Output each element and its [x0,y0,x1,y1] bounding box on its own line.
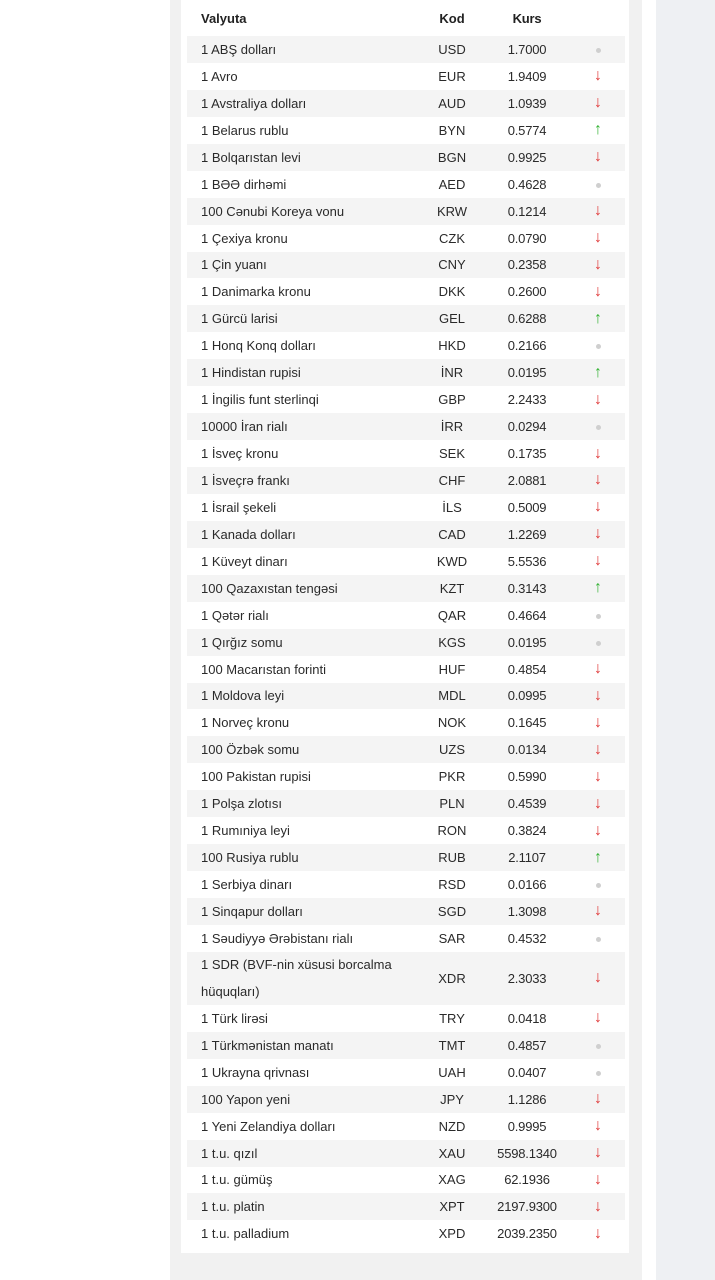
exchange-rate: 2.1107 [508,850,546,866]
arrow-down-icon: ↓ [594,969,602,987]
arrow-down-icon: ↓ [594,767,602,785]
currency-name: 1 Çin yuanı [201,257,267,273]
table-row [187,871,625,898]
trend-cell [571,1038,625,1053]
exchange-rate: 0.3824 [507,823,547,839]
table-row [187,1167,625,1194]
trend-cell [571,177,625,192]
exchange-rate: 2.3033 [507,970,547,986]
table-row [187,817,625,844]
header-rate: Kurs [512,10,542,26]
currency-name: 1 t.u. gümüş [201,1172,273,1188]
trend-cell [571,1118,625,1134]
currency-name: 1 Moldova leyi [201,688,285,704]
currency-name: 1 t.u. palladium [201,1226,290,1242]
currency-code: AUD [438,95,466,111]
currency-name: 1 Hindistan rupisi [201,365,301,381]
currency-code: RON [437,823,467,839]
trend-cell [571,122,625,138]
table-row [187,90,625,117]
currency-code: PKR [438,769,466,785]
table-row [187,952,625,1005]
table-row [187,198,625,225]
exchange-rate: 0.4539 [507,796,547,812]
currency-name: 1 Bolqarıstan levi [201,149,301,165]
table-row [187,1032,625,1059]
exchange-rate: 0.3143 [507,580,547,596]
trend-cell [571,1091,625,1107]
arrow-down-icon: ↓ [594,1009,602,1027]
arrow-down-icon: ↓ [594,552,602,570]
currency-name: 1 İsveç kronu [201,446,279,462]
trend-cell [571,1145,625,1161]
exchange-rate: 0.0166 [507,877,547,893]
bottom-margin [170,1253,642,1280]
currency-name: 1 İsrail şekeli [201,499,277,515]
dot-icon [596,937,601,942]
currency-name: 1 İsveçrə frankı [201,472,290,488]
exchange-rate: 0.1214 [507,203,547,219]
table-row [187,763,625,790]
exchange-rate: 0.5009 [507,499,547,515]
currency-code: PLN [439,796,465,812]
table-row [187,440,625,467]
arrow-down-icon: ↓ [594,67,602,85]
exchange-rate: 0.4664 [507,607,547,623]
currency-code: TRY [439,1010,465,1026]
trend-cell [571,742,625,758]
exchange-rate: 1.7000 [507,41,547,57]
currency-code: GEL [438,311,465,327]
arrow-down-icon: ↓ [594,740,602,758]
exchange-rate: 2.2433 [507,392,547,408]
arrow-down-icon: ↓ [594,660,602,678]
currency-code: BYN [438,122,466,138]
table-row [187,1086,625,1113]
arrow-up-icon: ↑ [594,309,602,327]
currency-name: 1 Danimarka kronu [201,284,311,300]
trend-cell [571,42,625,57]
exchange-rate: 0.6288 [507,311,547,327]
arrow-down-icon: ↓ [594,202,602,220]
trend-cell [571,95,625,111]
currency-code: İRR [440,419,464,435]
arrow-down-icon: ↓ [594,255,602,273]
trend-cell [571,392,625,408]
trend-cell [571,850,625,866]
currency-name: 1 İngilis funt sterlinqi [201,392,319,408]
currency-name: 1 Honq Konq dolları [201,338,316,354]
exchange-rate: 0.1735 [507,446,547,462]
exchange-rate: 0.2358 [507,257,547,273]
currency-code: KRW [436,203,468,219]
dot-icon [596,48,601,53]
table-row [187,1005,625,1032]
currency-name: 100 Qazaxıstan tengəsi [201,580,338,596]
trend-cell [571,931,625,946]
currency-name: 1 Avstraliya dolları [201,95,307,111]
table-row [187,494,625,521]
exchange-rate: 0.0195 [507,634,547,650]
currency-code: CZK [439,230,465,246]
currency-name: 100 Yapon yeni [201,1091,291,1107]
currency-code: XAU [438,1145,466,1161]
trend-cell [571,903,625,919]
currency-name: 1 Sinqapur dolları [201,903,303,919]
arrow-down-icon: ↓ [594,1170,602,1188]
currency-name: 100 Özbək somu [201,742,300,758]
table-row [187,709,625,736]
arrow-down-icon: ↓ [594,390,602,408]
arrow-down-icon: ↓ [594,471,602,489]
currency-name: 1 Gürcü larisi [201,311,278,327]
trend-cell [571,1172,625,1188]
table-row [187,844,625,871]
exchange-rate: 0.4857 [507,1037,547,1053]
currency-rates-table [187,0,625,1247]
exchange-rate: 0.0418 [507,1010,547,1026]
currency-name: 1 Rumıniya leyi [201,823,290,839]
table-row [187,144,625,171]
trend-cell [571,311,625,327]
currency-name: 1 t.u. qızıl [201,1145,258,1161]
currency-code: XAG [438,1172,466,1188]
table-row [187,359,625,386]
trend-cell [571,635,625,650]
table-row [187,683,625,710]
table-row [187,63,625,90]
currency-code: NOK [437,715,467,731]
trend-cell [571,769,625,785]
table-row [187,36,625,63]
trend-cell [571,149,625,165]
currency-code: AED [438,176,466,192]
table-body [187,36,625,1247]
currency-code: CAD [438,526,466,542]
currency-code: RUB [438,850,466,866]
dot-icon [596,183,601,188]
arrow-down-icon: ↓ [594,1224,602,1242]
currency-code: HKD [438,338,466,354]
arrow-down-icon: ↓ [594,525,602,543]
exchange-rate: 0.1645 [507,715,547,731]
currency-code: BGN [437,149,467,165]
dot-icon [596,425,601,430]
currency-name: 100 Pakistan rupisi [201,769,311,785]
currency-code: TMT [438,1037,466,1053]
currency-name: 1 Serbiya dinarı [201,877,293,893]
currency-code: NZD [438,1118,466,1134]
exchange-rate: 0.4854 [507,661,547,677]
table-row [187,467,625,494]
currency-name: 1 Türk lirəsi [201,1010,268,1026]
trend-cell [571,823,625,839]
exchange-rate: 1.9409 [507,68,547,84]
trend-cell [571,338,625,353]
currency-name: 100 Cənubi Koreya vonu [201,203,345,219]
trend-cell [571,472,625,488]
table-row [187,629,625,656]
trend-cell [571,715,625,731]
trend-cell [571,688,625,704]
table-row [187,736,625,763]
exchange-rate: 2039.2350 [497,1226,557,1242]
arrow-down-icon: ↓ [594,902,602,920]
table-row [187,332,625,359]
arrow-down-icon: ↓ [594,148,602,166]
arrow-down-icon: ↓ [594,1117,602,1135]
trend-cell [571,446,625,462]
currency-name: 1 ABŞ dolları [201,41,277,57]
currency-code: SGD [437,903,467,919]
arrow-down-icon: ↓ [594,444,602,462]
exchange-rate: 1.1286 [507,1091,547,1107]
dot-icon [596,614,601,619]
exchange-rate: 62.1936 [504,1172,550,1188]
currency-code: DKK [438,284,466,300]
header-code: Kod [439,10,465,26]
arrow-down-icon: ↓ [594,1144,602,1162]
currency-code: MDL [438,688,466,704]
arrow-down-icon: ↓ [594,94,602,112]
exchange-rate: 0.5774 [507,122,547,138]
exchange-rate: 0.0134 [507,742,547,758]
arrow-up-icon: ↑ [594,848,602,866]
trend-cell [571,877,625,892]
trend-cell [571,661,625,677]
currency-name: 1 Qırğız somu [201,634,283,650]
table-row [187,521,625,548]
exchange-rate: 0.0407 [507,1064,547,1080]
table-row [187,1113,625,1140]
trend-cell [571,419,625,434]
table-row [187,575,625,602]
currency-code: İLS [442,499,462,515]
currency-name: 1 Polşa zlotısı [201,796,282,812]
table-row [187,602,625,629]
trend-cell [571,526,625,542]
currency-name: 1 Kanada dolları [201,526,296,542]
currency-name: 100 Rusiya rublu [201,850,299,866]
exchange-rate: 2197.9300 [497,1199,557,1215]
currency-code: HUF [438,661,466,677]
currency-code: RSD [438,877,466,893]
trend-cell [571,499,625,515]
currency-name: 1 Belarus rublu [201,122,289,138]
exchange-rate: 5598.1340 [497,1145,557,1161]
exchange-rate: 0.4532 [507,930,547,946]
table-row [187,305,625,332]
currency-name: 100 Macarıstan forinti [201,661,327,677]
currency-name: 1 BƏƏ dirhəmi [201,176,287,192]
exchange-rate: 1.0939 [507,95,547,111]
table-row [187,898,625,925]
right-margin [656,0,715,1280]
table-row [187,1140,625,1167]
currency-code: CNY [438,257,466,273]
currency-name: 1 Küveyt dinarı [201,553,288,569]
table-row [187,1193,625,1220]
trend-cell [571,68,625,84]
exchange-rate: 0.9925 [507,149,547,165]
dot-icon [596,1044,601,1049]
table-row [187,413,625,440]
arrow-up-icon: ↑ [594,363,602,381]
arrow-down-icon: ↓ [594,282,602,300]
currency-name: 1 Qətər rialı [201,607,269,623]
trend-cell [571,257,625,273]
currency-name: 1 Avro [201,68,238,84]
currency-name: 1 Çexiya kronu [201,230,288,246]
exchange-rate: 5.5536 [507,553,547,569]
trend-cell [571,970,625,986]
exchange-rate: 0.4628 [507,176,547,192]
arrow-down-icon: ↓ [594,821,602,839]
exchange-rate: 0.9995 [507,1118,547,1134]
currency-code: KZT [439,580,465,596]
dot-icon [596,641,601,646]
arrow-down-icon: ↓ [594,686,602,704]
exchange-rate: 0.0790 [507,230,547,246]
trend-cell [571,230,625,246]
currency-name: 1 Ukrayna qrivnası [201,1064,310,1080]
currency-code: SAR [438,930,466,946]
arrow-up-icon: ↑ [594,579,602,597]
exchange-rate: 1.3098 [507,903,547,919]
currency-name: 1 Yeni Zelandiya dolları [201,1118,336,1134]
currency-code: UAH [438,1064,466,1080]
table-row [187,386,625,413]
left-margin [0,0,170,1280]
dot-icon [596,344,601,349]
trend-cell [571,553,625,569]
arrow-down-icon: ↓ [594,229,602,247]
exchange-rate: 0.0195 [507,365,547,381]
table-row [187,278,625,305]
arrow-down-icon: ↓ [594,1090,602,1108]
table-row [187,117,625,144]
trend-cell [571,608,625,623]
trend-cell [571,1199,625,1215]
exchange-rate: 0.0294 [507,419,547,435]
table-row [187,252,625,279]
dot-icon [596,883,601,888]
trend-cell [571,203,625,219]
currency-name: 10000 İran rialı [201,419,288,435]
currency-name: 1 Səudiyyə Ərəbistanı rialı [201,930,354,946]
table-row [187,225,625,252]
exchange-rate: 0.2166 [507,338,547,354]
currency-code: QAR [437,607,467,623]
exchange-rate: 1.2269 [507,526,547,542]
currency-code: UZS [439,742,465,758]
currency-code: XPT [439,1199,465,1215]
currency-code: EUR [438,68,466,84]
arrow-down-icon: ↓ [594,713,602,731]
trend-cell [571,365,625,381]
trend-cell [571,796,625,812]
header-currency: Valyuta [201,10,247,26]
table-row [187,548,625,575]
table-header [187,0,625,36]
table-row [187,656,625,683]
currency-code: USD [438,41,466,57]
currency-code: GBP [438,392,466,408]
table-row [187,171,625,198]
arrow-up-icon: ↑ [594,121,602,139]
currency-name: 1 Türkmənistan manatı [201,1037,334,1053]
arrow-down-icon: ↓ [594,794,602,812]
currency-code: XDR [438,970,466,986]
exchange-rate: 0.0995 [507,688,547,704]
trend-cell [571,1226,625,1242]
currency-code: CHF [438,472,466,488]
trend-cell [571,1010,625,1026]
currency-code: İNR [440,365,464,381]
table-row [187,1220,625,1247]
table-row [187,790,625,817]
trend-cell [571,1065,625,1080]
currency-code: KGS [438,634,466,650]
dot-icon [596,1071,601,1076]
arrow-down-icon: ↓ [594,498,602,516]
currency-name: 1 t.u. platin [201,1199,265,1215]
table-row [187,1059,625,1086]
currency-name: 1 Norveç kronu [201,715,290,731]
table-row [187,925,625,952]
currency-code: SEK [438,446,465,462]
exchange-rate: 0.2600 [507,284,547,300]
exchange-rate: 0.5990 [507,769,547,785]
currency-code: JPY [440,1091,464,1107]
currency-name: 1 SDR (BVF-nin xüsusi borcalma hüquqları) [201,957,392,1000]
currency-code: XPD [438,1226,466,1242]
arrow-down-icon: ↓ [594,1197,602,1215]
trend-cell [571,580,625,596]
trend-cell [571,284,625,300]
currency-code: KWD [436,553,468,569]
exchange-rate: 2.0881 [507,472,547,488]
